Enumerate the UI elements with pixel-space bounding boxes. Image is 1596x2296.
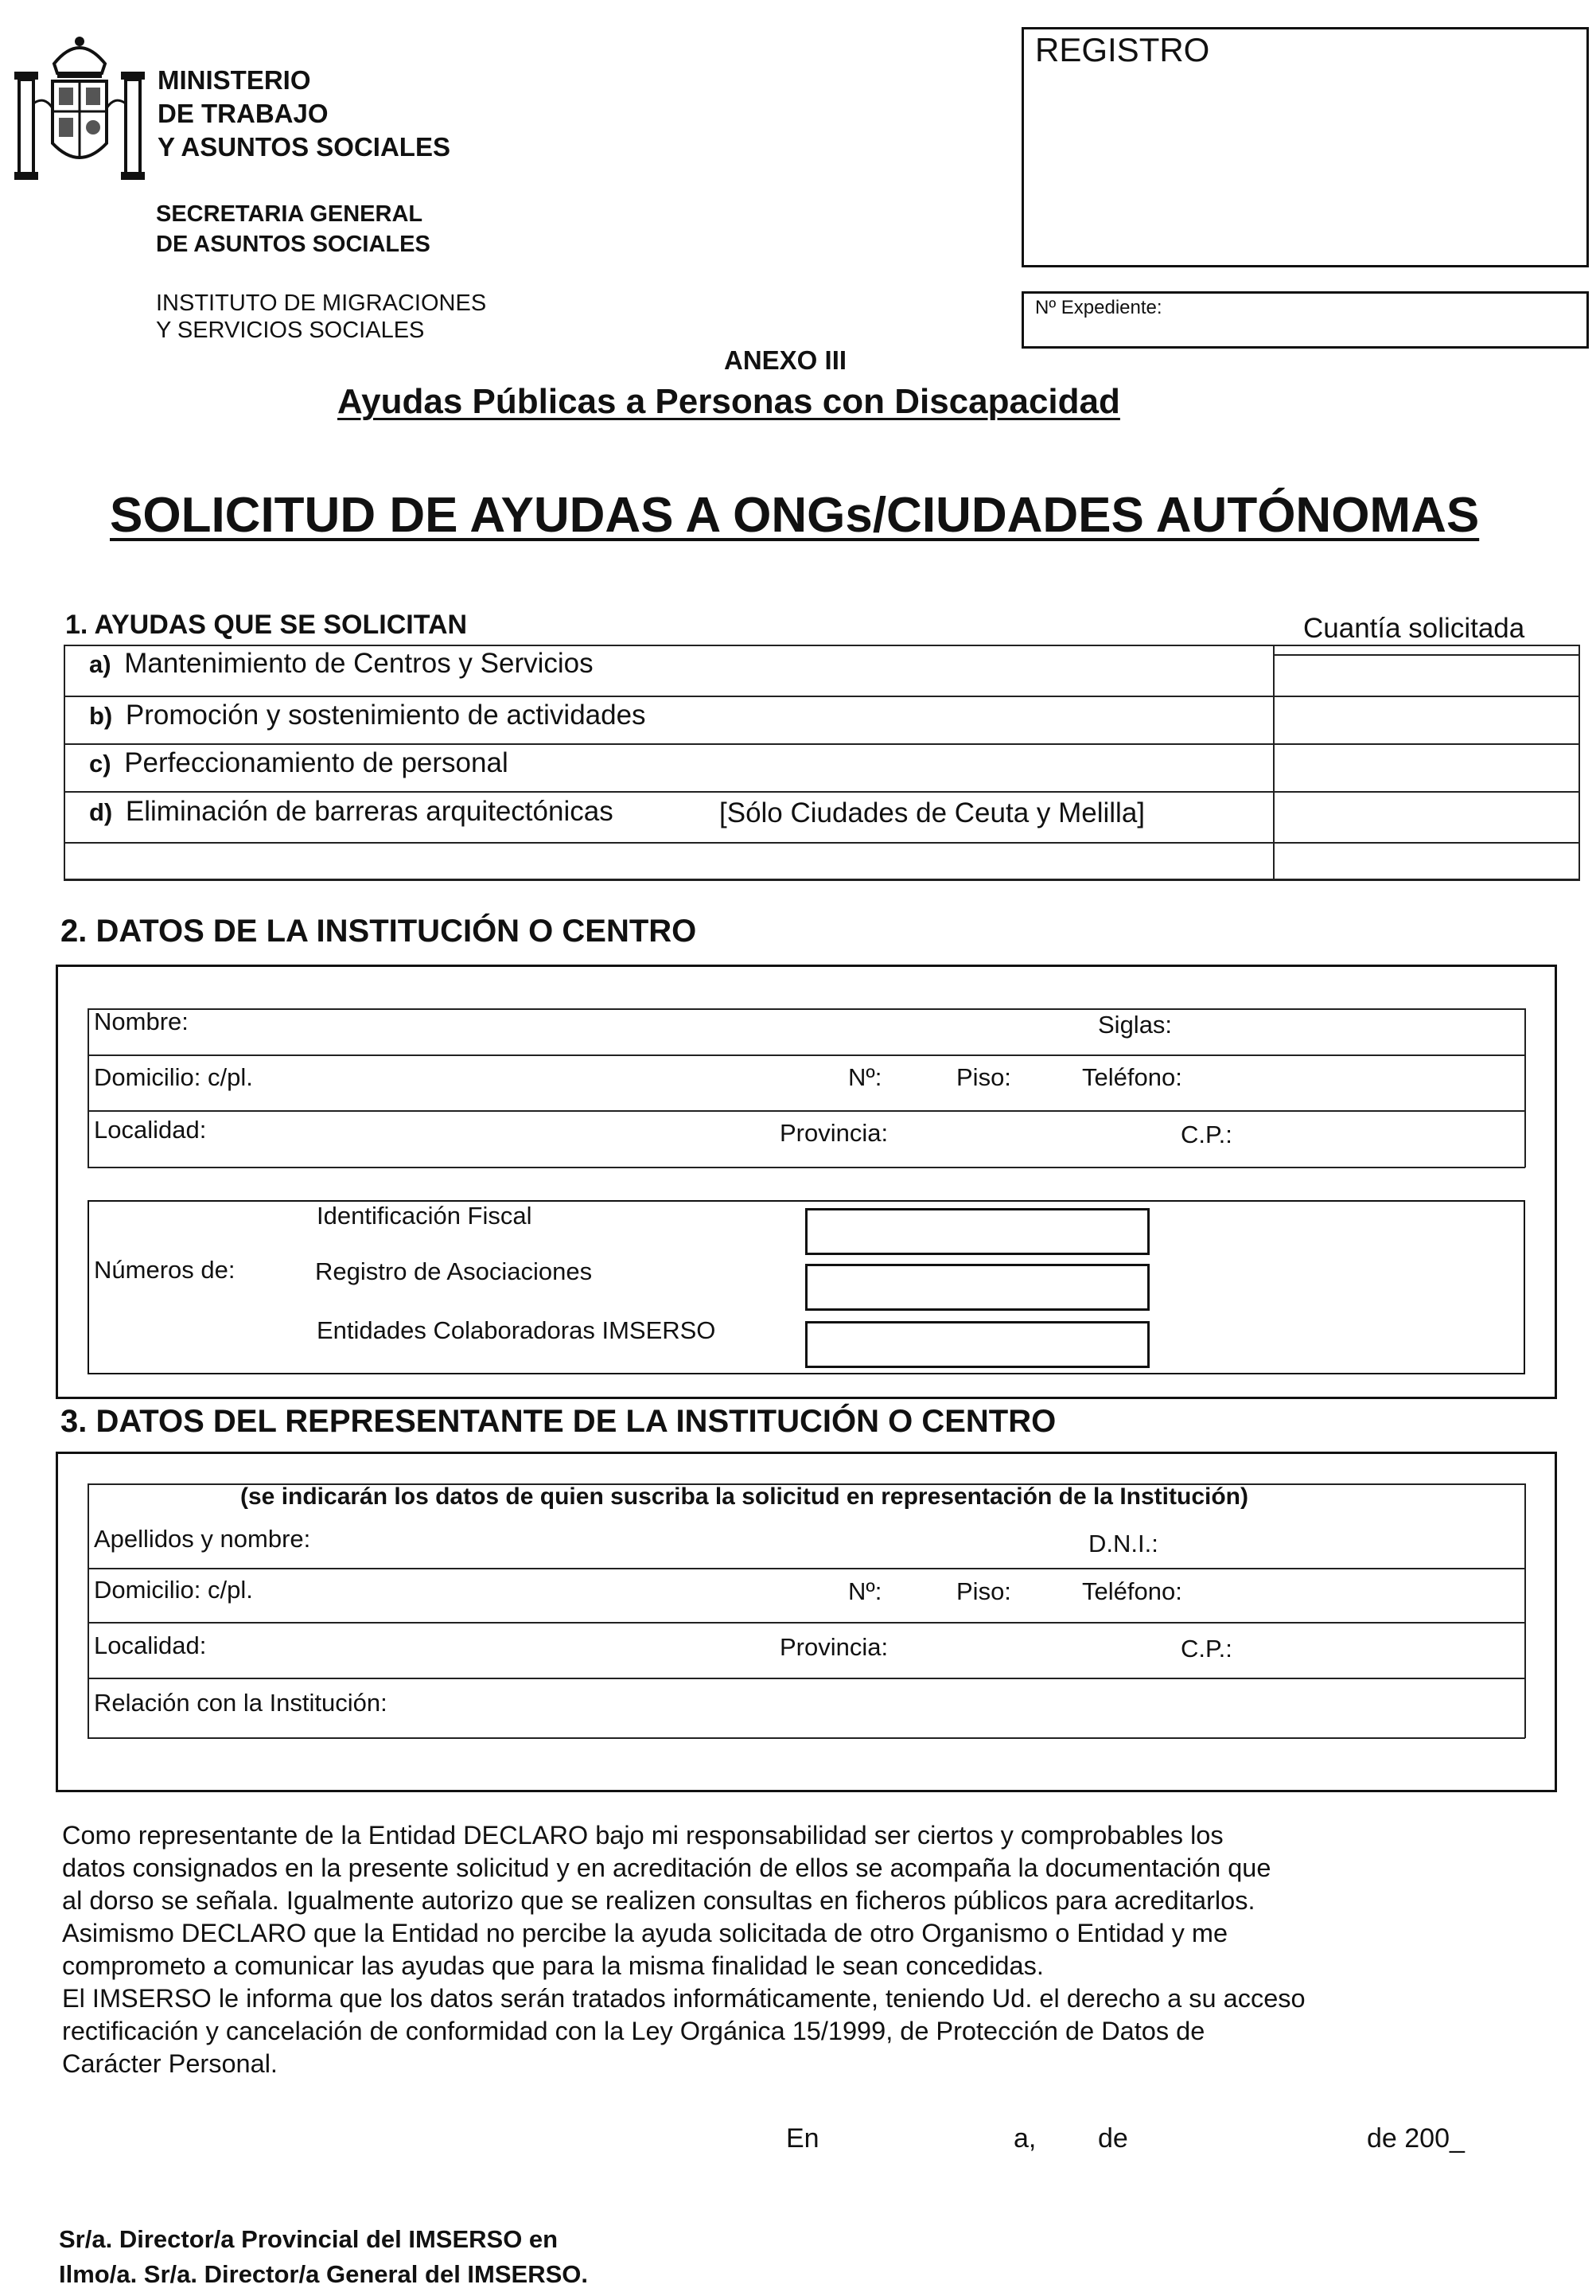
representative-locality-field[interactable]: Localidad:: [94, 1631, 207, 1659]
aid-item-d-note: [Sólo Ciudades de Ceuta y Melilla]: [719, 797, 1146, 828]
institution-siglas-field[interactable]: Siglas:: [1098, 1011, 1173, 1039]
institution-address-field[interactable]: Domicilio: c/pl.: [94, 1063, 253, 1091]
collaborating-entities-label: Entidades Colaboradoras IMSERSO: [317, 1316, 716, 1344]
signature-year-label: de 200_: [1367, 2123, 1465, 2154]
institution-number-field[interactable]: Nº:: [848, 1063, 882, 1091]
representative-postcode-field[interactable]: C.P.:: [1181, 1635, 1232, 1663]
representative-address-field[interactable]: Domicilio: c/pl.: [94, 1576, 253, 1604]
representative-floor-field[interactable]: Piso:: [956, 1577, 1011, 1605]
declaration-line: El IMSERSO le informa que los datos serán tratados informáticamente, teniendo Ud. el derecho a su acceso: [62, 1984, 1306, 2013]
representative-number-field[interactable]: Nº:: [848, 1577, 882, 1605]
association-registry-label: Registro de Asociaciones: [315, 1257, 593, 1285]
expediente-label: Nº Expediente:: [1035, 297, 1162, 318]
representative-relation-field[interactable]: Relación con la Institución:: [94, 1689, 387, 1717]
aid-item-a[interactable]: a) Mantenimiento de Centros y Servicios: [89, 648, 594, 679]
aid-item-d[interactable]: d) Eliminación de barreras arquitectónicas: [89, 796, 613, 827]
collaborating-entities-input[interactable]: [805, 1321, 1150, 1368]
anexo-label: ANEXO III: [724, 345, 847, 375]
representative-name-field[interactable]: Apellidos y nombre:: [94, 1525, 311, 1553]
amount-header: Cuantía solicitada: [1303, 613, 1525, 644]
ministry-name: MINISTERIO DE TRABAJO Y ASUNTOS SOCIALES: [158, 65, 450, 162]
page-title: SOLICITUD DE AYUDAS A ONGs/CIUDADES AUTÓNOMAS: [110, 488, 1480, 543]
representative-phone-field[interactable]: Teléfono:: [1082, 1577, 1182, 1605]
signature-day-label: a,: [1014, 2123, 1037, 2154]
coat-of-arms-logo: [13, 32, 146, 181]
declaration-line: comprometo a comunicar las ayudas que para la misma finalidad le sean concedidas.: [62, 1951, 1044, 1980]
fiscal-id-label: Identificación Fiscal: [317, 1202, 532, 1230]
declaration-line: Asimismo DECLARO que la Entidad no percibe la ayuda solicitada de otro Organismo o Entidad y me: [62, 1919, 1228, 1947]
footer-addressee: Sr/a. Director/a Provincial del IMSERSO en Ilmo/a. Sr/a. Director/a General del IMSERSO.: [59, 2225, 589, 2288]
institution-postcode-field[interactable]: C.P.:: [1181, 1121, 1232, 1148]
section3-heading: 3. DATOS DEL REPRESENTANTE DE LA INSTITUCIÓN O CENTRO: [60, 1404, 1057, 1439]
association-registry-input[interactable]: [805, 1264, 1150, 1311]
registro-box: [1022, 27, 1589, 267]
representative-dni-field[interactable]: D.N.I.:: [1088, 1530, 1158, 1557]
institution-floor-field[interactable]: Piso:: [956, 1063, 1011, 1091]
section1-heading: 1. AYUDAS QUE SE SOLICITAN: [65, 610, 468, 640]
declaration-line: Como representante de la Entidad DECLARO bajo mi responsabilidad ser ciertos y comprobables los: [62, 1821, 1224, 1850]
expediente-field[interactable]: [1022, 291, 1589, 349]
aid-item-c[interactable]: c) Perfeccionamiento de personal: [89, 747, 508, 778]
declaration-text: [62, 1819, 1510, 2080]
page-subtitle: Ayudas Públicas a Personas con Discapacidad: [337, 382, 1120, 421]
declaration-line: datos consignados en la presente solicitud y en acreditación de ellos se acompaña la documentación que: [62, 1854, 1271, 1882]
signature-place-label: En: [786, 2123, 819, 2154]
aid-item-b[interactable]: b) Promoción y sostenimiento de actividades: [89, 700, 646, 731]
institution-phone-field[interactable]: Teléfono:: [1082, 1063, 1182, 1091]
declaration-line: al dorso se señala. Igualmente autorizo que se realizen consultas en ficheros públicos para acreditarlos.: [62, 1886, 1255, 1915]
instituto-name: INSTITUTO DE MIGRACIONES Y SERVICIOS SOCIALES: [156, 290, 487, 343]
numbers-of-label: Números de:: [94, 1256, 236, 1284]
secretaria-name: SECRETARIA GENERAL DE ASUNTOS SOCIALES: [156, 201, 430, 257]
fiscal-id-input[interactable]: [805, 1208, 1150, 1255]
registro-label: REGISTRO: [1035, 31, 1210, 68]
signature-month-label: de: [1098, 2123, 1128, 2154]
representative-note: (se indicarán los datos de quien suscriba la solicitud en representación de la Institución): [240, 1483, 1248, 1510]
declaration-line: Carácter Personal.: [62, 2049, 278, 2078]
representative-province-field[interactable]: Provincia:: [780, 1633, 889, 1661]
declaration-line: rectificación y cancelación de conformidad con la Ley Orgánica 15/1999, de Protección de Datos de: [62, 2017, 1205, 2045]
institution-province-field[interactable]: Provincia:: [780, 1119, 889, 1147]
institution-locality-field[interactable]: Localidad:: [94, 1116, 207, 1144]
institution-name-field[interactable]: Nombre:: [94, 1008, 189, 1035]
section2-heading: 2. DATOS DE LA INSTITUCIÓN O CENTRO: [60, 914, 697, 949]
